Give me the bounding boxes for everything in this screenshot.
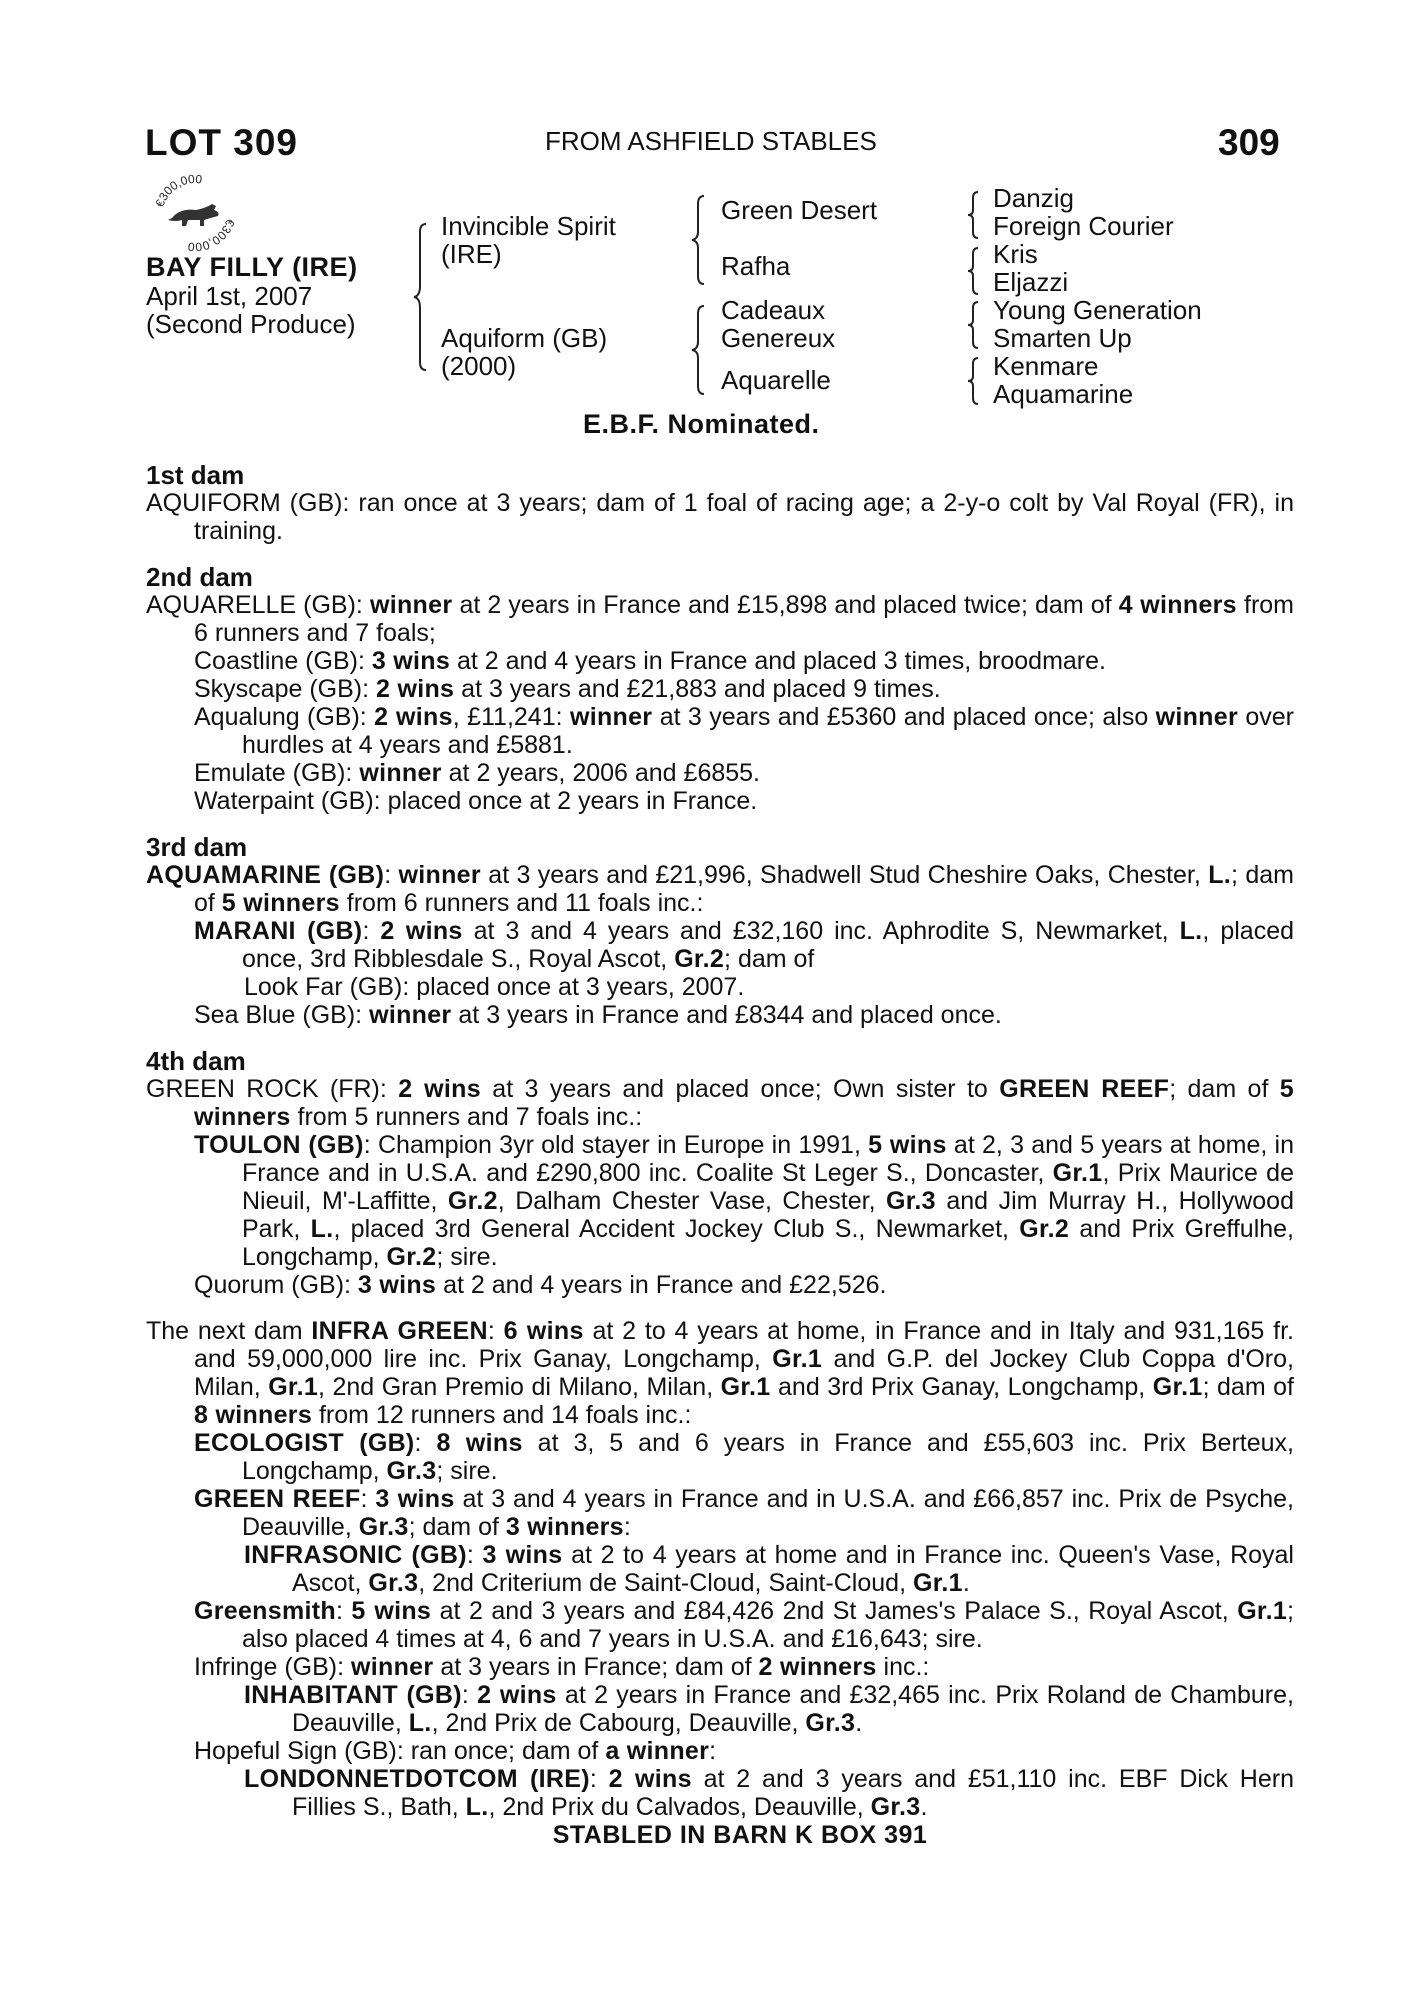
price-text-top: €300,000 [152,171,203,209]
sire: Invincible Spirit (IRE) [441,211,616,269]
progeny-entry: INHABITANT (GB): 2 wins at 2 years in France and £32,465 inc. Prix Roland de Chambure, Deauville, L., 2nd Prix de Cabourg, Deauville, Gr.3. [244,1681,1294,1737]
progeny-entry: TOULON (GB): Champion 3yr old stayer in Europe in 1991, 5 wins at 2, 3 and 5 years at home, in France and in U.S.A. and £290,800 inc. Coalite St Leger S., Doncaster, Gr.1, Prix Maurice de Nieuil, M'-Laffitte, Gr.2, Dalham Chester Vase, Chester, Gr.3 and Jim Murray H., Hollywood Park, L., placed 3rd General Accident Jockey Club S., Newmarket, Gr.2 and Prix Greffulhe, Longchamp, Gr.2; sire. [194,1131,1294,1271]
dam-paragraph: The next dam INFRA GREEN: 6 wins at 2 to 4 years at home, in France and in Italy and 931,165 fr. and 59,000,000 lire inc. Prix Ganay, Longchamp, Gr.1 and G.P. del Jockey Club Coppa d'Oro, Milan, Gr.1, 2nd Gran Premio di Milano, Milan, Gr.1 and 3rd Prix Ganay, Longchamp, Gr.1; dam of 8 winners from 12 runners and 14 foals inc.: [146,1317,1294,1429]
progeny-entry: Waterpaint (GB): placed once at 2 years in France. [194,787,758,815]
pedigree-brace-1 [412,222,432,372]
progeny-entry: Emulate (GB): winner at 2 years, 2006 and £6855. [194,759,761,787]
stabling-footer: STABLED IN BARN K BOX 391 [552,1821,928,1849]
great-grandparent: Kris [993,239,1038,269]
svg-text:€300,000 [187,217,237,254]
section-heading: 4th dam [146,1046,246,1076]
dam-paragraph: AQUIFORM (GB): ran once at 3 years; dam of 1 foal of racing age; a 2-y-o colt by Val Royal (FR), in training. [146,489,1294,545]
pedigree-brace-2 [690,194,710,286]
progeny-entry: GREEN REEF: 3 wins at 3 and 4 years in France and in U.S.A. and £66,857 inc. Prix de Psyche, Deauville, Gr.3; dam of 3 winners: [194,1485,1294,1541]
dam-paragraph: AQUARELLE (GB): winner at 2 years in France and £15,898 and placed twice; dam of 4 winners from 6 runners and 7 foals; [146,591,1294,647]
pedigree-brace-6 [966,300,980,350]
price-stamp [150,168,240,258]
price-text-bottom: €300,000 [187,217,238,255]
progeny-entry: Infringe (GB): winner at 3 years in France; dam of 2 winners inc.: [194,1653,930,1681]
pedigree-brace-3 [690,304,710,396]
pedigree-brace-4 [966,190,980,240]
progeny-entry: Greensmith: 5 wins at 2 and 3 years and £84,426 2nd St James's Palace S., Royal Ascot, Gr.1; also placed 4 times at 4, 6 and 7 years in U.S.A. and £16,643; sire. [194,1597,1294,1653]
horse-produce: (Second Produce) [146,309,356,339]
dam-dam: Aquarelle [721,365,831,395]
horse-sex: BAY FILLY (IRE) [146,252,358,282]
section-heading: 3rd dam [146,832,248,862]
progeny-entry: ECOLOGIST (GB): 8 wins at 3, 5 and 6 years in France and £55,603 inc. Prix Berteux, Longchamp, Gr.3; sire. [194,1429,1294,1485]
great-grandparent: Foreign Courier [993,211,1174,241]
ebf-nominated: E.B.F. Nominated. [583,409,820,439]
great-grandparent: Eljazzi [993,267,1069,297]
section-heading: 1st dam [146,460,245,490]
section-heading: 2nd dam [146,562,253,592]
progeny-entry: Look Far (GB): placed once at 3 years, 2007. [244,973,745,1001]
great-grandparent: Aquamarine [993,379,1134,409]
dam-paragraph: GREEN ROCK (FR): 2 wins at 3 years and placed once; Own sister to GREEN REEF; dam of 5 winners from 5 runners and 7 foals inc.: [146,1075,1295,1131]
fox-icon [168,204,219,226]
progeny-entry: Coastline (GB): 3 wins at 2 and 4 years in France and placed 3 times, broodmare. [194,647,1106,675]
progeny-entry: LONDONNETDOTCOM (IRE): 2 wins at 2 and 3 years and £51,110 inc. EBF Dick Hern Fillies S., Bath, L., 2nd Prix du Calvados, Deauville, Gr.3. [244,1765,1294,1821]
dam: Aquiform (GB) (2000) [441,323,608,381]
horse-dob: April 1st, 2007 [146,281,313,311]
progeny-entry: Aqualung (GB): 2 wins, £11,241: winner at 3 years and £5360 and placed once; also winner over hurdles at 4 years and £5881. [194,703,1294,759]
pedigree-brace-7 [966,356,980,406]
great-grandparent: Smarten Up [993,323,1132,353]
great-grandparent: Young Generation [993,295,1202,325]
dam-sire: Cadeaux Genereux [721,295,836,353]
progeny-entry: INFRASONIC (GB): 3 wins at 2 to 4 years at home and in France inc. Queen's Vase, Royal Ascot, Gr.3, 2nd Criterium de Saint-Cloud, Saint-Cloud, Gr.1. [244,1541,1294,1597]
sire-dam: Rafha [721,251,791,281]
progeny-entry: Hopeful Sign (GB): ran once; dam of a winner: [194,1737,717,1765]
svg-text:€300,000 [153,172,203,209]
progeny-entry: Sea Blue (GB): winner at 3 years in France and £8344 and placed once. [194,1001,1002,1029]
sire-sire: Green Desert [721,195,878,225]
pedigree-brace-5 [966,246,980,296]
catalogue-body [146,461,1294,1849]
lot-number: LOT 309 [145,122,298,163]
vendor-heading: FROM ASHFIELD STABLES [545,126,877,156]
dam-paragraph: AQUAMARINE (GB): winner at 3 years and £21,996, Shadwell Stud Cheshire Oaks, Chester, L.; dam of 5 winners from 6 runners and 11 foals inc.: [146,861,1294,917]
great-grandparent: Danzig [993,183,1074,213]
progeny-entry: Skyscape (GB): 2 wins at 3 years and £21,883 and placed 9 times. [194,675,941,703]
lot-number-right: 309 [1218,122,1280,163]
great-grandparent: Kenmare [993,351,1099,381]
progeny-entry: Quorum (GB): 3 wins at 2 and 4 years in France and £22,526. [194,1271,887,1299]
progeny-entry: MARANI (GB): 2 wins at 3 and 4 years and £32,160 inc. Aphrodite S, Newmarket, L., placed once, 3rd Ribblesdale S., Royal Ascot, Gr.2; dam of [194,917,1295,973]
